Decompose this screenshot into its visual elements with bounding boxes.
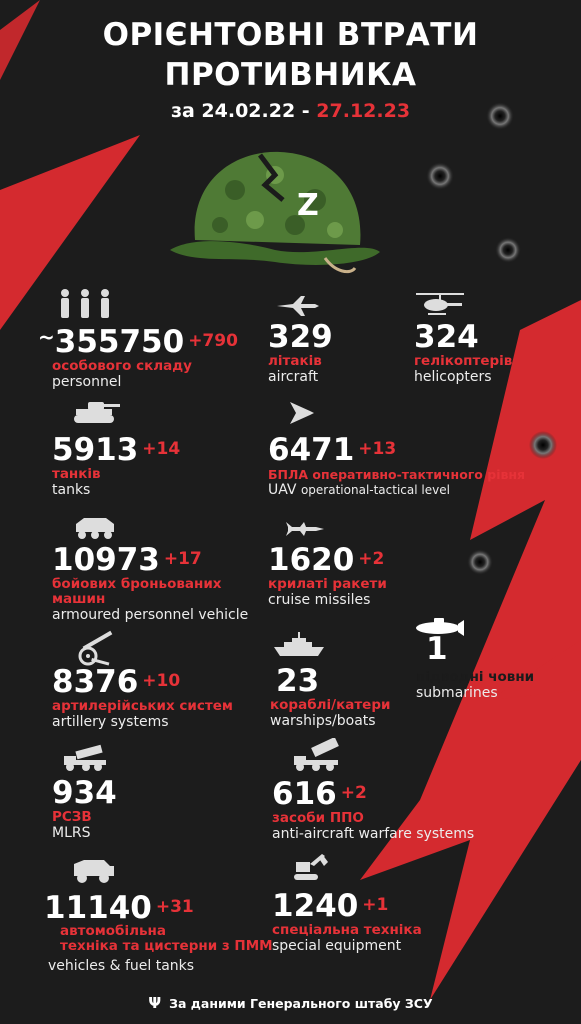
uav-label-en-extra: operational-tactical level <box>300 483 450 497</box>
special-value: 1240 <box>272 888 359 924</box>
aircraft-label-ua: літаків <box>268 353 322 369</box>
bullet-hole-icon <box>467 549 493 575</box>
artillery-label-en: artillery systems <box>52 714 169 730</box>
special-delta: +1 <box>362 895 389 915</box>
stat-submarines-labels <box>416 670 534 702</box>
warships-label-en: warships/boats <box>270 713 376 729</box>
personnel-label-ua: особового складу <box>52 358 192 374</box>
submarines-value: 1 <box>426 631 448 667</box>
aa-label-en: anti-aircraft warfare systems <box>272 826 475 842</box>
vehicles-value: 11140 <box>44 890 152 926</box>
mlrs-label-ua: РСЗВ <box>52 809 92 825</box>
tanks-label-ua: танків <box>52 466 101 482</box>
stat-cruise <box>268 542 387 609</box>
stat-special <box>272 888 422 955</box>
aa-delta: +2 <box>340 783 367 803</box>
stat-artillery <box>52 664 233 731</box>
helmet-icon <box>165 140 385 290</box>
warship-icon <box>272 630 326 658</box>
uav-value: 6471 <box>268 432 355 468</box>
vehicles-delta: +31 <box>155 897 194 917</box>
mlrs-value: 934 <box>52 775 117 811</box>
special-label-en: special equipment <box>272 938 402 954</box>
mlrs-icon <box>62 744 108 772</box>
personnel-label-en: personnel <box>52 374 122 390</box>
aircraft-value: 329 <box>268 319 333 355</box>
stat-vehicles-labels <box>60 924 273 954</box>
page-title-line2: ПРОТИВНИКА <box>164 57 417 93</box>
bullet-hole-icon <box>426 162 454 190</box>
stat-apv <box>52 542 248 624</box>
stat-uav <box>268 432 525 499</box>
mlrs-label-en: MLRS <box>52 825 91 841</box>
stat-vehicles <box>44 890 194 925</box>
drone-icon <box>286 400 316 426</box>
apv-label-en: armoured personnel vehicle <box>52 607 249 623</box>
artillery-delta: +10 <box>142 671 181 691</box>
special-label-ua: спеціальна техніка <box>272 922 422 938</box>
cruise-value: 1620 <box>268 542 355 578</box>
stat-warships <box>270 663 391 730</box>
apv-label-ua-1: бойових броньованих <box>52 576 222 592</box>
page-title-line1: ОРІЄНТОВНІ ВТРАТИ <box>102 17 479 53</box>
personnel-value: 355750 <box>54 324 185 360</box>
uav-label-ua: БПЛА оперативно-тактичного рівня <box>268 467 526 482</box>
submarines-label-en: submarines <box>416 685 498 701</box>
trident-icon: Ψ <box>148 994 162 1012</box>
aircraft-label-en: aircraft <box>268 369 319 385</box>
aa-icon <box>292 738 342 772</box>
vehicles-label-en: vehicles & fuel tanks <box>48 958 195 974</box>
date-range <box>0 100 581 122</box>
helicopters-label-en: helicopters <box>414 369 492 385</box>
tank-icon <box>70 398 122 424</box>
helicopters-label-ua: гелікоптерів <box>414 353 513 369</box>
date-end: 27.12.23 <box>316 100 411 122</box>
apc-icon <box>72 514 118 540</box>
excavator-icon <box>292 852 332 884</box>
stat-mlrs <box>52 776 117 842</box>
submarines-label-ua: підводні човни <box>416 669 535 685</box>
cruise-label-en: cruise missiles <box>268 592 371 608</box>
cruise-delta: +2 <box>358 549 385 569</box>
stat-helicopters <box>414 320 512 386</box>
apv-delta: +17 <box>163 549 202 569</box>
cruise-label-ua: крилаті ракети <box>268 576 387 592</box>
stat-aircraft <box>268 320 333 386</box>
footer-text: За даними Генерального штабу ЗСУ <box>169 996 433 1011</box>
apv-value: 10973 <box>52 542 160 578</box>
stat-aa <box>272 776 474 843</box>
stat-tanks <box>52 432 180 499</box>
bullet-hole-icon <box>495 237 521 263</box>
tanks-value: 5913 <box>52 432 139 468</box>
tanks-label-en: tanks <box>52 482 91 498</box>
uav-label-en: UAV <box>268 482 297 498</box>
personnel-delta: +790 <box>188 331 238 351</box>
warships-label-ua: кораблі/катери <box>270 697 391 713</box>
apv-label-ua-2: машин <box>52 591 106 607</box>
missile-icon <box>286 520 326 538</box>
soldiers-icon <box>56 288 118 320</box>
jet-icon <box>275 294 321 318</box>
personnel-tilde: ~ <box>38 325 55 349</box>
aa-value: 616 <box>272 776 337 812</box>
date-start: за 24.02.22 - <box>170 100 310 122</box>
stat-personnel <box>38 320 238 391</box>
bullet-hole-icon <box>529 431 557 459</box>
vehicles-label-en-wrap <box>48 958 194 975</box>
warships-value: 23 <box>276 663 320 699</box>
stat-submarines <box>426 632 448 666</box>
helicopter-icon <box>414 290 466 318</box>
artillery-label-ua: артилерійських систем <box>52 698 233 714</box>
artillery-value: 8376 <box>52 664 139 700</box>
aa-label-ua: засоби ППО <box>272 810 364 826</box>
uav-delta: +13 <box>358 439 397 459</box>
artillery-icon <box>76 630 116 666</box>
vehicles-label-ua-2: техніка та цистерни з ПММ <box>60 938 273 954</box>
tanks-delta: +14 <box>142 439 181 459</box>
vehicles-label-ua-1: автомобільна <box>60 923 166 939</box>
truck-icon <box>70 856 118 884</box>
footer-source <box>0 994 581 1012</box>
svg-text:Z: Z <box>297 188 319 223</box>
helicopters-value: 324 <box>414 319 479 355</box>
